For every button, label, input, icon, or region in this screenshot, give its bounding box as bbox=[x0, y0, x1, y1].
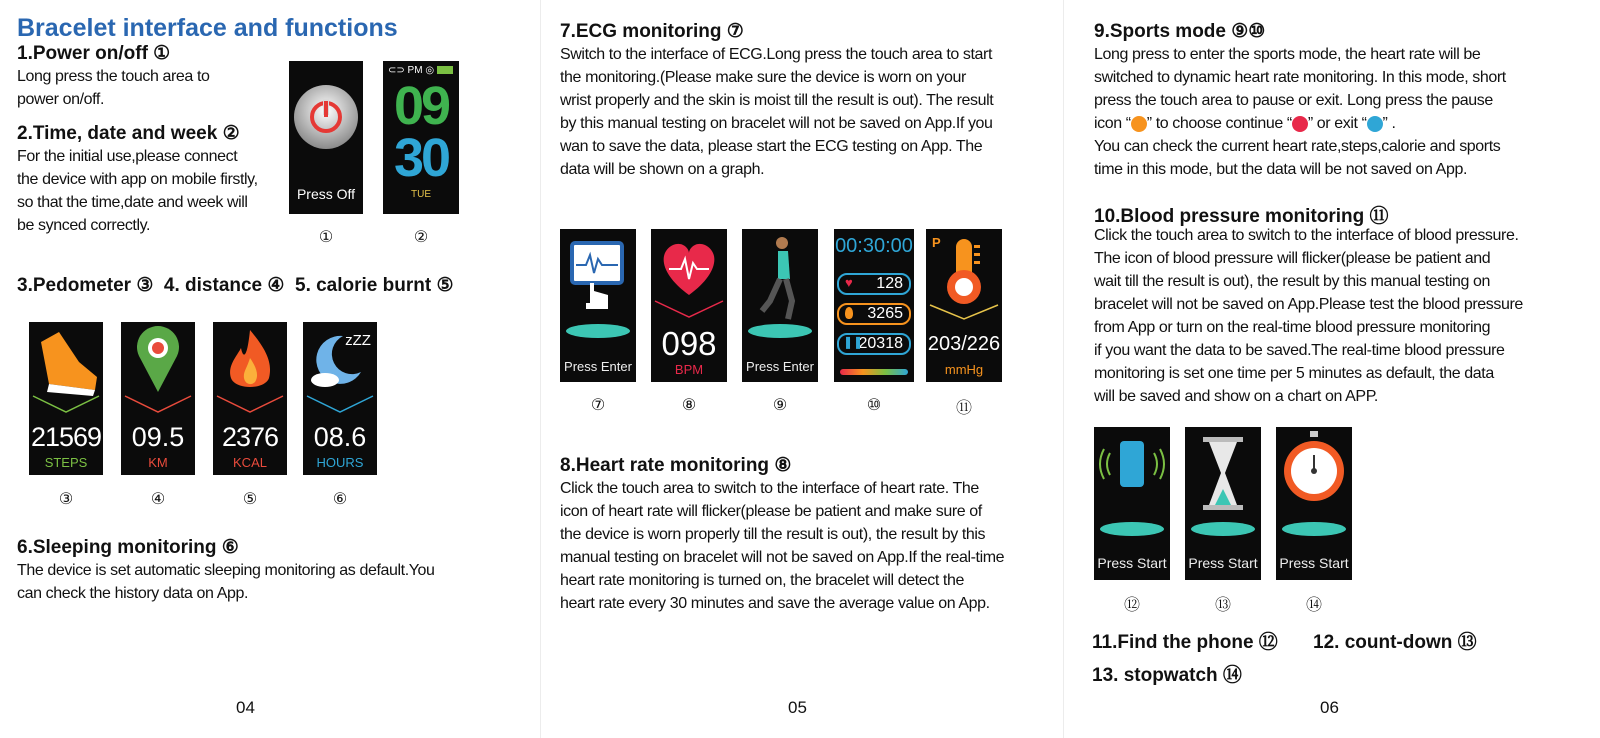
metric-value: 08.6 bbox=[313, 422, 367, 452]
figure-mark: ① bbox=[318, 229, 334, 246]
section-heading: 7.ECG monitoring ⑦ bbox=[560, 21, 744, 42]
sports-calorie: 3265 bbox=[837, 303, 911, 325]
page-divider bbox=[540, 0, 541, 738]
section-heading: 9.Sports mode ⑨⑩ bbox=[1094, 21, 1266, 42]
section-heading: 3.Pedometer ③ 4. distance ④ 5. calorie burnt ⑤ bbox=[17, 275, 454, 296]
metric-unit: HOURS bbox=[316, 455, 364, 470]
figure-mark: ⑪ bbox=[955, 400, 972, 417]
figure-mark: ⑦ bbox=[590, 397, 606, 414]
figure-mark: ⑭ bbox=[1305, 597, 1322, 614]
section-heading: 8.Heart rate monitoring ⑧ bbox=[560, 455, 792, 476]
figure-mark: ③ bbox=[58, 491, 74, 508]
pressure-unit: mmHg bbox=[944, 362, 984, 377]
press-start-label: Press Start bbox=[1279, 555, 1349, 571]
steps-screen bbox=[29, 322, 103, 475]
section-text: Switch to the interface of ECG.Long press the touch area to start the monitoring.(Please make sure the device is worn on your wrist properly and the skin is moist till the result is out). The result by this manual testing on bracelet will not be saved on App.If you wan to save the data, please start the ECG testing on App. The data will be shown on a graph. bbox=[560, 46, 994, 178]
section-heading: 6.Sleeping monitoring ⑥ bbox=[17, 537, 239, 558]
figure-mark: ⑤ bbox=[242, 491, 258, 508]
page-divider bbox=[1063, 0, 1064, 738]
figure-mark: ⑧ bbox=[681, 397, 697, 414]
page-number: 05 bbox=[788, 698, 807, 717]
sports-steps: ❚❚ 20318 bbox=[837, 333, 911, 355]
minute-text: 30 bbox=[393, 128, 449, 188]
section-text: For the initial use,please connect the device with app on mobile firstly, so that the time,date and week will be synced correctly. bbox=[17, 148, 258, 234]
metric-value: 2376 bbox=[221, 422, 279, 452]
press-start-label: Press Start bbox=[1188, 555, 1258, 571]
power-screen bbox=[289, 61, 363, 214]
metric-unit: STEPS bbox=[44, 455, 88, 470]
calorie-screen bbox=[213, 322, 287, 475]
pause-icon bbox=[1131, 116, 1147, 132]
exit-icon bbox=[1367, 116, 1383, 132]
metric-value: 09.5 bbox=[131, 422, 185, 452]
day-text: TUE bbox=[411, 189, 431, 200]
figure-mark: ② bbox=[413, 229, 429, 246]
section-text: Click the touch area to switch to the interface of blood pressure. The icon of blood pressure will flicker(please be patient and wait till the result is out), the result by this manual testing on bracelet will not be saved on App.Please test the blood pressure from App or turn on the real-time blood pressure monitoring if you want the data to be saved.The real-time blood pressure monitoring is set one time per 5 minutes as default, the data will be saved and show on a chart on APP. bbox=[1094, 227, 1523, 405]
section-heading: 11.Find the phone ⑫ bbox=[1092, 632, 1278, 653]
figure-mark: ④ bbox=[150, 491, 166, 508]
ecg-screen bbox=[560, 229, 636, 382]
press-off-label: Press Off bbox=[296, 186, 356, 202]
link-icon: ⊂⊃ bbox=[388, 65, 405, 76]
section-heading: 12. count-down ⑬ bbox=[1313, 632, 1477, 653]
heart-icon bbox=[651, 229, 727, 329]
page-number: 06 bbox=[1320, 698, 1339, 717]
figure-mark: ⑨ bbox=[772, 397, 788, 414]
page-number: 04 bbox=[236, 698, 255, 717]
sports-screen bbox=[742, 229, 818, 382]
battery-icon bbox=[437, 66, 453, 74]
status-bar: ⊂⊃ PM ◎ bbox=[388, 65, 459, 76]
section-text: Long press the touch area to power on/off. bbox=[17, 68, 210, 108]
metric-unit: KM bbox=[148, 455, 168, 470]
figure-mark: ⑫ bbox=[1123, 597, 1140, 614]
section-heading: 1.Power on/off ① bbox=[17, 43, 171, 64]
pressure-value: 203/226 bbox=[927, 333, 1001, 355]
heart-icon: ♥ bbox=[845, 275, 853, 290]
map-pin-icon bbox=[121, 322, 195, 422]
find-phone-screen bbox=[1094, 427, 1170, 580]
runner-icon bbox=[742, 229, 818, 349]
metric-value: 21569 bbox=[30, 422, 102, 452]
countdown-screen bbox=[1185, 427, 1261, 580]
phone-vibrate-icon bbox=[1094, 427, 1170, 547]
time-screen bbox=[383, 61, 459, 214]
heart-rate-screen bbox=[651, 229, 727, 382]
flame-icon bbox=[213, 322, 287, 422]
pressure-badge: P bbox=[932, 235, 941, 250]
hour-text: 09 bbox=[393, 76, 449, 136]
sports-data-screen bbox=[834, 229, 914, 382]
alarm-icon: ◎ bbox=[425, 65, 435, 76]
ecg-touch-icon bbox=[560, 229, 636, 349]
zzz-text: zZZ bbox=[345, 332, 371, 349]
press-enter-label: Press Enter bbox=[564, 359, 632, 374]
section-heading: 2.Time, date and week ② bbox=[17, 123, 240, 144]
figure-mark: ⑬ bbox=[1214, 597, 1231, 614]
blood-pressure-screen bbox=[926, 229, 1002, 382]
color-bar bbox=[840, 369, 908, 375]
figure-mark: ⑩ bbox=[866, 397, 882, 414]
distance-screen bbox=[121, 322, 195, 475]
section-heading: 10.Blood pressure monitoring ⑪ bbox=[1094, 206, 1389, 227]
footprint-icon: ❚❚ bbox=[843, 335, 864, 349]
press-start-label: Press Start bbox=[1097, 555, 1167, 571]
sports-timer: 00:30:00 bbox=[835, 235, 913, 257]
section-text: Click the touch area to switch to the interface of heart rate. The icon of heart rate will flicker(please be patient and make sure of the device is worn properly till the result is out), the result by this manual testing on bracelet will not be saved on App.If the real-time heart rate monitoring is turned on, the bracelet will detect the heart rate every 30 minutes and save the average value on App. bbox=[560, 480, 1005, 612]
figure-mark: ⑥ bbox=[332, 491, 348, 508]
metric-unit: KCAL bbox=[233, 455, 267, 470]
hourglass-icon bbox=[1185, 427, 1261, 547]
stopwatch-icon bbox=[1276, 427, 1352, 547]
section-text: The device is set automatic sleeping monitoring as default.You can check the history data on App. bbox=[17, 562, 435, 602]
sleep-screen bbox=[303, 322, 377, 475]
section-heading: 13. stopwatch ⑭ bbox=[1092, 665, 1242, 686]
flame-icon bbox=[845, 307, 853, 319]
press-enter-label: Press Enter bbox=[746, 359, 814, 374]
sports-heart-rate: ♥ 128 bbox=[837, 273, 911, 295]
continue-icon bbox=[1292, 116, 1308, 132]
bpm-unit: BPM bbox=[674, 362, 704, 377]
page-title: Bracelet interface and functions bbox=[17, 14, 398, 42]
bpm-value: 098 bbox=[661, 325, 717, 362]
sneaker-icon bbox=[29, 322, 103, 422]
section-text: Long press to enter the sports mode, the heart rate will be switched to dynamic heart rate monitoring. In this mode, short press the touch area to pause or exit. Long press the pause icon “ ” to choose continue “ ” or exit “ ” . You can check the current heart rate,steps,calorie and sports time in this mode, but the data will be not saved on App. bbox=[1094, 46, 1506, 178]
stopwatch-screen bbox=[1276, 427, 1352, 580]
